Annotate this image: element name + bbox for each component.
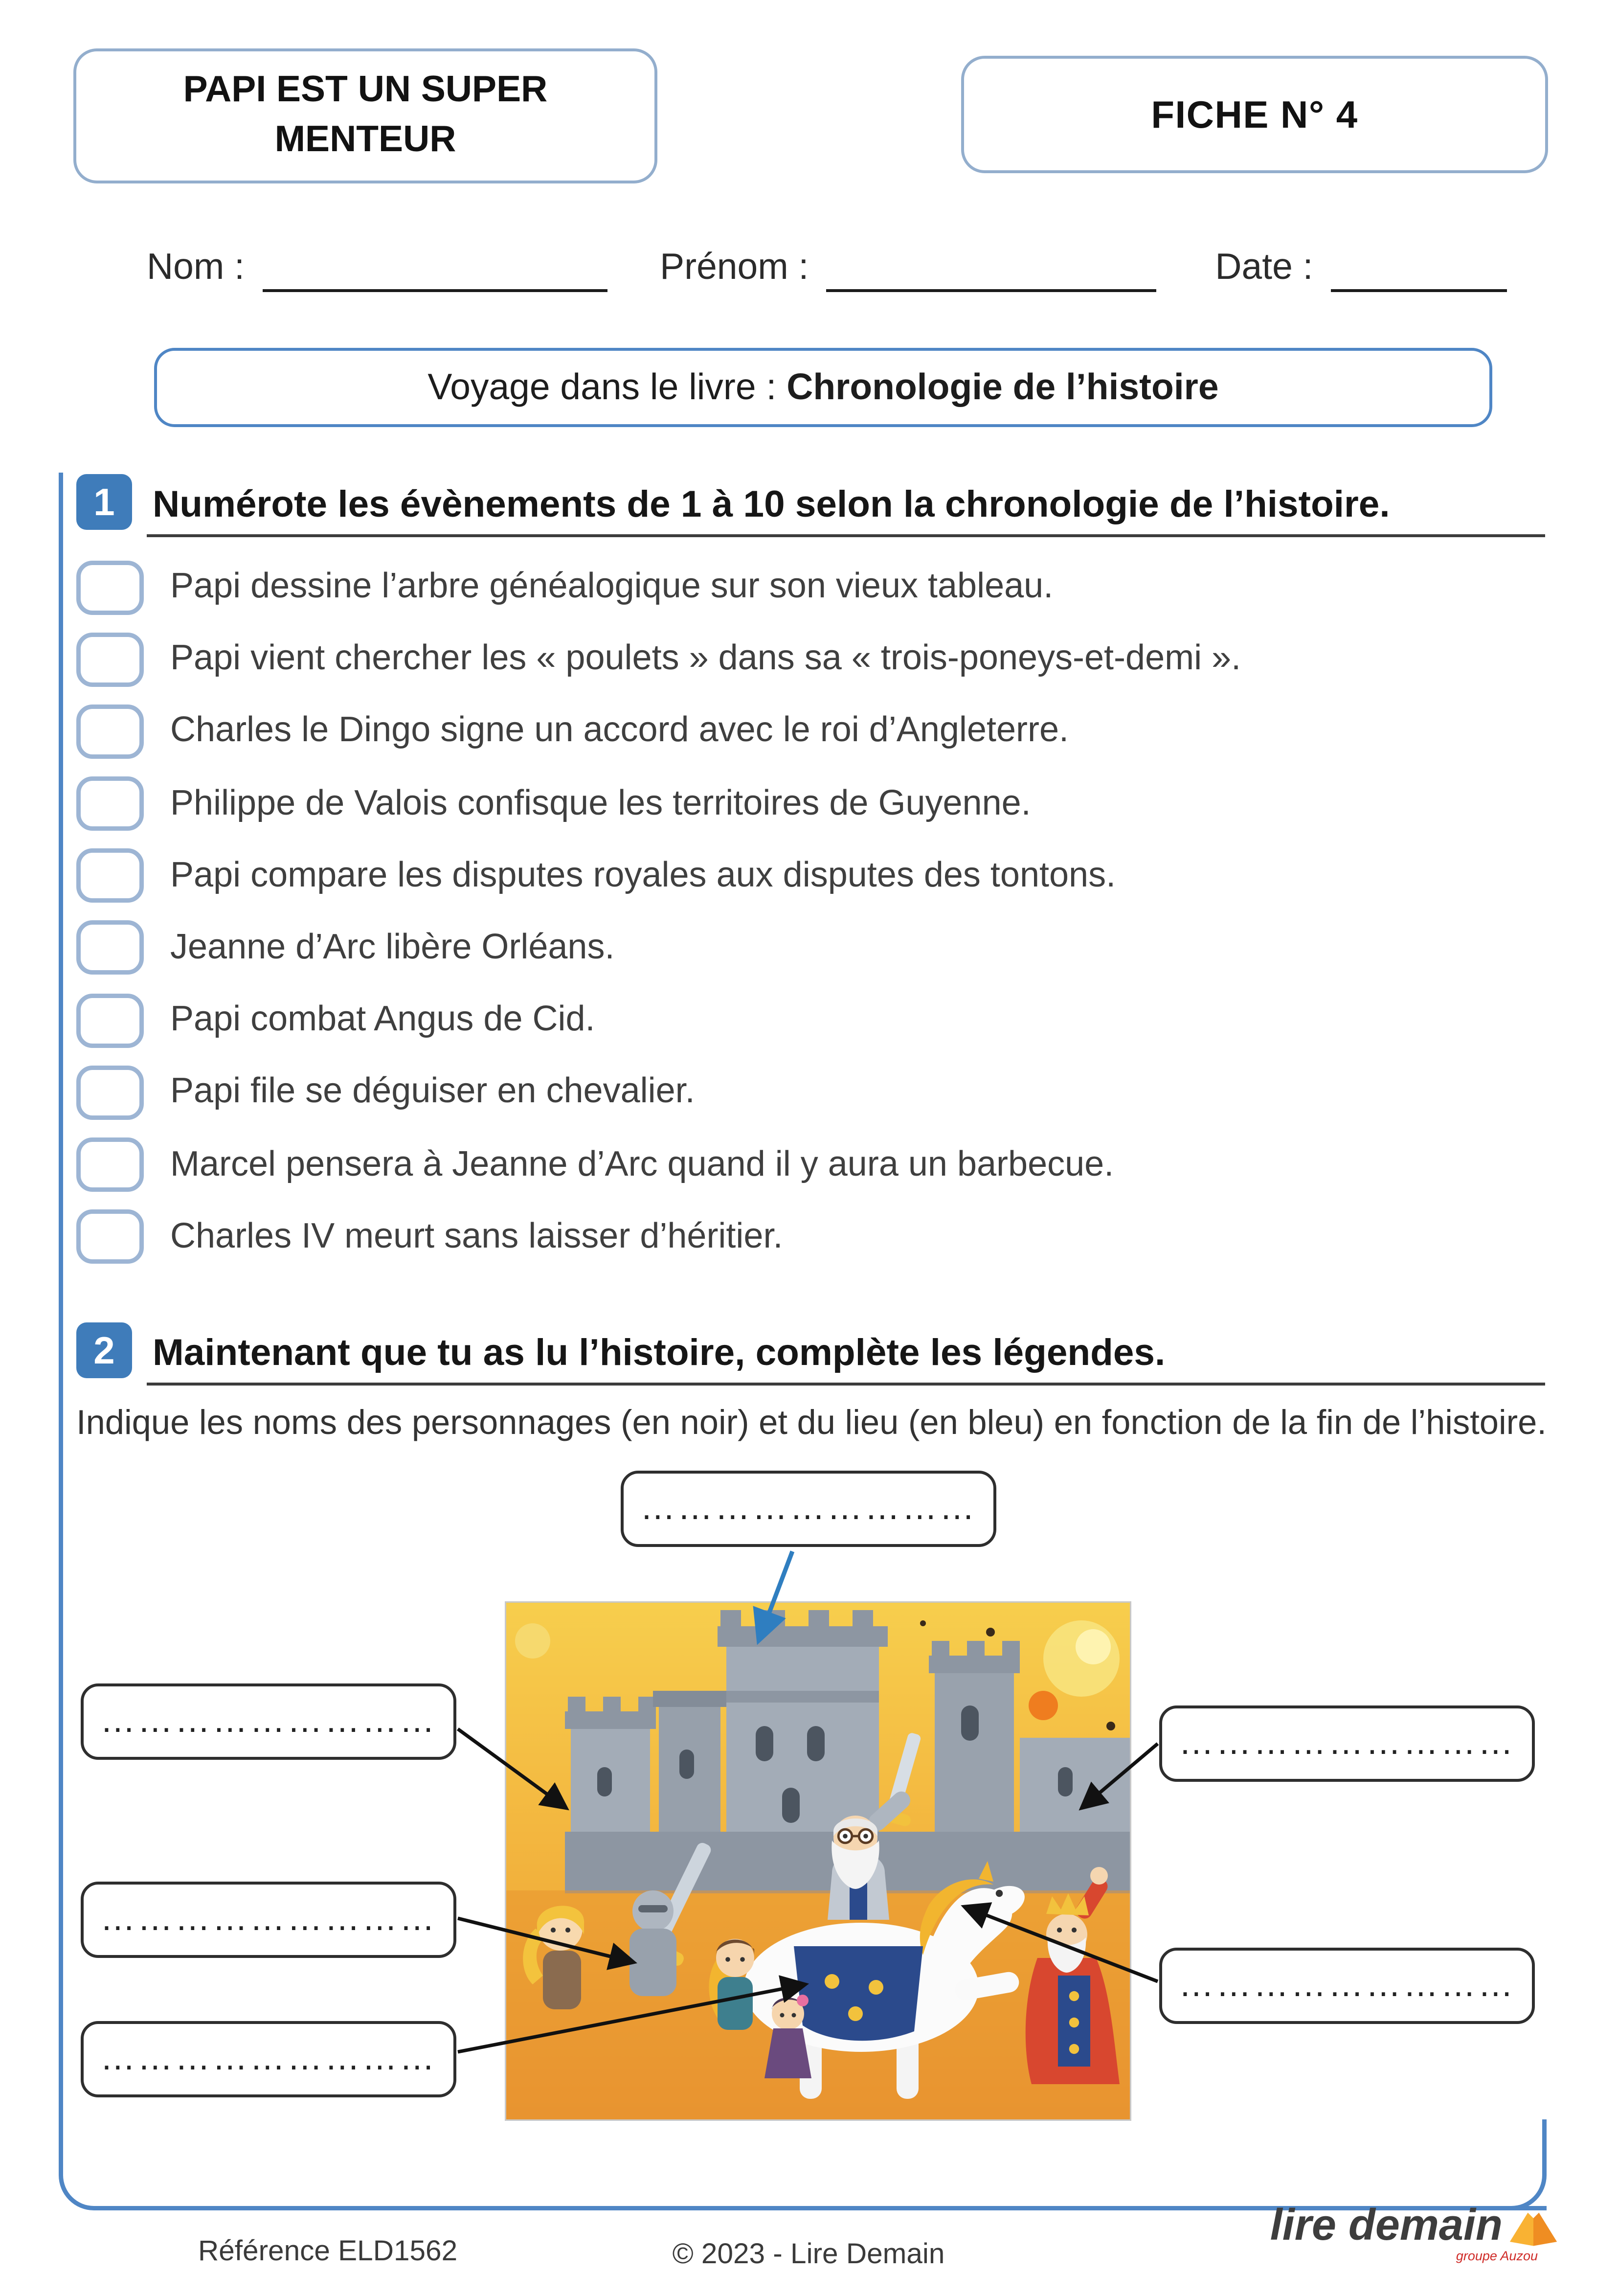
caption-dots: ……………………… (640, 1488, 977, 1528)
order-input-box[interactable] (76, 993, 144, 1047)
caption-box-left-1[interactable] (81, 1683, 456, 1760)
sequence-item (76, 559, 1544, 615)
sequence-item-text: Papi dessine l’arbre généalogique sur son vieux tableau. (170, 567, 1054, 606)
section-1-title: Numérote les évènements de 1 à 10 selon la chronologie de l’histoire. (153, 484, 1390, 525)
book-title-box (73, 48, 657, 183)
sequence-item (76, 1209, 1544, 1265)
section-2-instruction: Indique les noms des personnages (en noir) et du lieu (en bleu) en fonction de la fin de l’histoire. (76, 1403, 1547, 1441)
story-illustration (506, 1603, 1130, 2119)
subtitle-prefix: Voyage dans le livre : (427, 366, 777, 408)
prenom-label: Prénom : (660, 247, 809, 288)
caption-box-left-3[interactable] (81, 2021, 456, 2097)
sequence-item (76, 1065, 1544, 1120)
order-input-box[interactable] (76, 849, 144, 903)
caption-dots: ……………………… (100, 2039, 437, 2078)
footer-reference: Référence ELD1562 (198, 2235, 458, 2268)
caption-dots: ……………………… (100, 1701, 437, 1741)
section-2-number-badge (76, 1322, 132, 1378)
book-title: PAPI EST UN SUPER MENTEUR (183, 69, 548, 160)
sequence-item-text: Marcel pensera à Jeanne d’Arc quand il y aura un barbecue. (170, 1144, 1114, 1184)
order-input-box[interactable] (76, 1210, 144, 1264)
section-1-number-badge (76, 474, 132, 530)
worksheet-subtitle-box (154, 348, 1492, 427)
subtitle-bold: Chronologie de l’histoire (787, 366, 1219, 408)
order-input-box[interactable] (76, 632, 144, 686)
caption-dots: ……………………… (1178, 1723, 1516, 1763)
sequence-item-text: Papi file se déguiser en chevalier. (170, 1071, 695, 1112)
caption-box-top[interactable] (621, 1471, 996, 1547)
caption-box-right-2[interactable] (1159, 1948, 1535, 2024)
caption-box-left-2[interactable] (81, 1882, 456, 1958)
prenom-field-line[interactable] (826, 251, 1156, 292)
order-input-box[interactable] (76, 776, 144, 831)
sequence-checklist (76, 559, 1544, 1281)
publisher-logo (1265, 2202, 1558, 2263)
fiche-number: FICHE N° 4 (1151, 91, 1358, 136)
sequence-item-text: Papi compare les disputes royales aux disputes des tontons. (170, 855, 1116, 895)
order-input-box[interactable] (76, 1065, 144, 1119)
fiche-number-box (961, 56, 1548, 173)
order-input-box[interactable] (76, 921, 144, 975)
sequence-item-text: Charles IV meurt sans laisser d’héritier. (170, 1216, 783, 1256)
content-frame-corner (1459, 2119, 1547, 2210)
sequence-item (76, 776, 1544, 832)
order-input-box[interactable] (76, 560, 144, 614)
date-field-line[interactable] (1330, 251, 1506, 292)
sequence-item-text: Papi vient chercher les « poulets » dans sa « trois-poneys-et-demi ». (170, 638, 1241, 679)
sequence-item-text: Charles le Dingo signe un accord avec le roi d’Angleterre. (170, 711, 1069, 751)
order-input-box[interactable] (76, 1137, 144, 1192)
caption-box-right-1[interactable] (1159, 1705, 1535, 1782)
sequence-item-text: Papi combat Angus de Cid. (170, 1000, 595, 1040)
order-input-box[interactable] (76, 705, 144, 759)
story-illustration-art (506, 1603, 1130, 2119)
caption-dots: ……………………… (1178, 1965, 1516, 2005)
identity-row (147, 247, 1506, 292)
section-2-title: Maintenant que tu as lu l’histoire, complète les légendes. (153, 1333, 1166, 1374)
caption-dots: ……………………… (100, 1899, 437, 1939)
publisher-logo-subtext: groupe Auzou (1456, 2249, 1538, 2263)
section-1-number: 1 (93, 479, 115, 523)
section-2-number: 2 (93, 1327, 115, 1372)
sequence-item-text: Philippe de Valois confisque les territoires de Guyenne. (170, 783, 1031, 823)
sequence-item (76, 1137, 1544, 1193)
boy-character (716, 1939, 754, 2030)
open-book-icon (1508, 2205, 1558, 2249)
nom-label: Nom : (147, 247, 245, 288)
section-1-rule (147, 534, 1545, 537)
sequence-item (76, 704, 1544, 759)
sequence-item (76, 992, 1544, 1048)
nom-field-line[interactable] (262, 251, 607, 292)
sequence-item (76, 632, 1544, 687)
footer-copyright: © 2023 - Lire Demain (672, 2238, 945, 2271)
sequence-item (76, 920, 1544, 976)
publisher-logo-text: lire demain (1270, 2202, 1503, 2250)
date-label: Date : (1215, 247, 1313, 288)
section-2-rule (147, 1383, 1545, 1386)
sequence-item-text: Jeanne d’Arc libère Orléans. (170, 927, 615, 967)
sequence-item (76, 848, 1544, 904)
